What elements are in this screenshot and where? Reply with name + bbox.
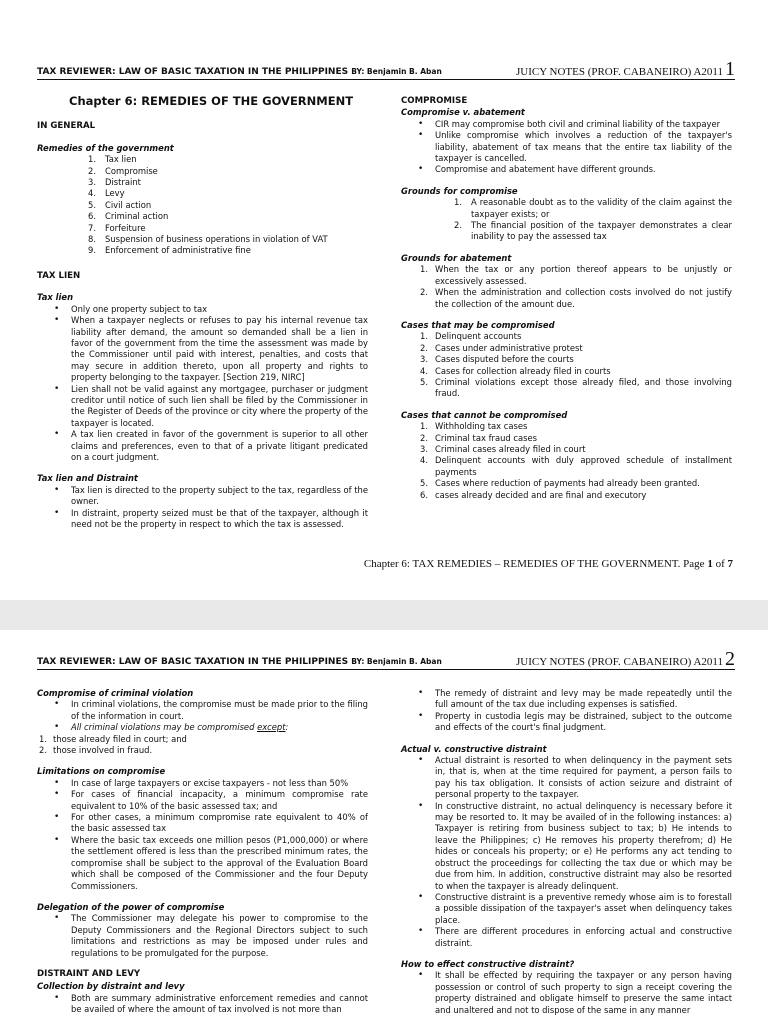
list-number: 3. <box>420 443 428 454</box>
list-item: • Tax lien is directed to the property subject to the tax, regardless of the owner. <box>37 485 368 508</box>
list-item <box>37 177 368 188</box>
subsection-heading: Grounds for compromise <box>401 185 518 196</box>
list-number: 4. <box>420 365 428 376</box>
list-text: cases already decided and are final and executory <box>435 489 647 500</box>
compromise-abatement-list <box>401 119 732 176</box>
distraint-list <box>37 993 368 1016</box>
list-item <box>37 166 368 177</box>
criminal-list <box>37 699 368 733</box>
left-column <box>37 96 368 530</box>
list-number: 4. <box>420 455 428 466</box>
list-number: 2. <box>88 165 96 176</box>
header-page-number: 1 <box>725 58 735 80</box>
list-number: 2. <box>420 432 428 443</box>
actual-constructive-list <box>401 755 732 949</box>
subsection-heading: Actual v. constructive distraint <box>401 743 547 754</box>
left-column <box>37 688 368 1016</box>
subsection-heading: Cases that cannot be compromised <box>401 409 568 420</box>
list-item <box>401 455 732 478</box>
list-item <box>401 490 732 501</box>
may-be-compromised-list <box>401 331 732 399</box>
list-number: 2. <box>454 220 462 231</box>
list-item: • Compromise and abatement have different grounds. <box>401 164 732 175</box>
list-item <box>37 223 368 234</box>
list-item <box>401 197 732 220</box>
list-item <box>37 745 368 756</box>
list-text: Civil action <box>105 199 152 210</box>
list-number: 7. <box>88 222 96 233</box>
right-column <box>401 688 732 1016</box>
list-text: Levy <box>105 188 125 199</box>
list-item: • CIR may compromise both civil and criminal liability of the taxpayer <box>401 119 732 130</box>
page-footer: Chapter 6: TAX REMEDIES – REMEDIES OF THE GOVERNMENT. Page 1 of 7 <box>363 558 733 570</box>
criminal-exceptions-list <box>37 734 368 757</box>
page-header <box>37 58 735 80</box>
list-item: • There are different procedures in enforcing actual and constructive distraint. <box>401 926 732 949</box>
list-item: • When a taxpayer neglects or refuses to pay his internal revenue tax liability after demand, the amount so demanded shall be a lien in favor of the government from the time the assessment was made by the Commissioner until paid with interest, penalties, and costs that may secure in addition thereto, upon all property and rights to property belonging to the taxpayer. [Section 219, NIRC] <box>37 315 368 383</box>
list-item: • In constructive distraint, no actual delinquency is necessary before it may be resorted to. It may be availed of in the following instances: a) Taxpayer is retiring from business subject to tax; b) He intends to leave the Philippines; c) He removes his property therefrom; d) He hides or conceals his property; or e) He performs any act tending to obstruct the proceedings for collecting the tax due or which may be due from him. In addition, constructive distraint may also be resorted to when the taxpayer is already delinquent. <box>401 801 732 892</box>
list-number: 3. <box>88 177 96 188</box>
chapter-title: Chapter 6: REMEDIES OF THE GOVERNMENT <box>69 94 354 108</box>
list-item <box>401 331 732 342</box>
header-title: TAX REVIEWER: LAW OF BASIC TAXATION IN THE PHILIPPINES BY: Benjamin B. Aban <box>37 657 442 667</box>
list-number: 5. <box>88 199 96 210</box>
list-item <box>401 478 732 489</box>
list-item: • In criminal violations, the compromise must be made prior to the filing of the information in court. <box>37 699 368 722</box>
list-text: The financial position of the taxpayer demonstrates a clear inability to pay the assessed tax <box>471 220 732 242</box>
section-heading: DISTRAINT AND LEVY <box>37 968 141 979</box>
section-heading: COMPROMISE <box>401 96 468 106</box>
list-text: Cases for collection already filed in courts <box>435 365 611 376</box>
list-text: Enforcement of administrative fine <box>105 245 251 256</box>
list-item <box>37 200 368 211</box>
list-item: • Property in custodia legis may be distrained, subject to the outcome and effects of the court's final judgment. <box>401 711 732 734</box>
list-item <box>37 245 368 256</box>
list-number: 6. <box>88 211 96 222</box>
list-item: • A tax lien created in favor of the government is superior to all other claims and preferences, even to that of a private litigant predicated on a court judgment. <box>37 429 368 463</box>
section-heading: IN GENERAL <box>37 121 96 132</box>
list-item <box>401 421 732 432</box>
list-item: • The remedy of distraint and levy may be made repeatedly until the full amount of the tax due including expenses is satisfied. <box>401 688 732 711</box>
list-item: • Unlike compromise which involves a reduction of the taxpayer's liability, abatement of tax means that the entire tax liability of the taxpayer is cancelled. <box>401 130 732 164</box>
cannot-be-compromised-list <box>401 421 732 501</box>
list-item <box>37 188 368 199</box>
list-item: • In distraint, property seized must be that of the taxpayer, although it need not be the property in respect to which the tax is assessed. <box>37 508 368 531</box>
list-item <box>37 734 368 745</box>
page-separator <box>0 600 768 630</box>
lien-distraint-list <box>37 485 368 531</box>
remedies-list <box>37 154 368 257</box>
list-text: Forfeiture <box>105 222 146 233</box>
list-item: • It shall be effected by requiring the taxpayer or any person having possession or control of such property to sign a receipt covering the property distrained and obligate himself to preserve the same intact and unaltered and not to dispose of the same in any manner <box>401 970 732 1016</box>
page-header <box>37 648 735 670</box>
header-page-number: 2 <box>725 648 735 670</box>
section-heading: TAX LIEN <box>37 270 81 281</box>
list-item <box>37 234 368 245</box>
list-text: Compromise <box>105 165 158 176</box>
list-item: • For cases of financial incapacity, a minimum compromise rate equivalent to 10% of the basic assessed tax; and <box>37 789 368 812</box>
list-text: Suspension of business operations in violation of VAT <box>105 234 328 245</box>
constructive-procedure-list <box>401 970 732 1016</box>
list-text: Cases where reduction of payments had already been granted. <box>435 478 700 489</box>
header-notes-title: JUICY NOTES (PROF. CABANEIRO) A2011 2 <box>515 648 735 670</box>
list-item: • All criminal violations may be compromised except: <box>37 722 368 733</box>
list-item <box>37 154 368 165</box>
list-text: Criminal cases already filed in court <box>435 443 586 454</box>
list-number: 1. <box>420 421 428 432</box>
list-text: When the tax or any portion thereof appears to be unjustly or excessively assessed. <box>435 264 732 286</box>
delegation-list <box>37 913 368 959</box>
header-notes-title: JUICY NOTES (PROF. CABANEIRO) A2011 1 <box>515 58 735 80</box>
list-text: Withholding tax cases <box>435 421 528 432</box>
list-text: those already filed in court; and <box>53 733 187 744</box>
list-number: 2. <box>420 342 428 353</box>
subsection-heading: Cases that may be compromised <box>401 319 555 330</box>
list-number: 1. <box>420 264 428 275</box>
list-number: 1. <box>420 331 428 342</box>
list-text: those involved in fraud. <box>53 745 153 756</box>
document-page-2 <box>0 630 768 1024</box>
subsection-heading: Limitations on compromise <box>37 766 166 777</box>
list-item <box>401 287 732 310</box>
list-number: 1. <box>39 733 47 744</box>
grounds-compromise-list <box>401 197 732 243</box>
subsection-heading: Compromise of criminal violation <box>37 688 194 698</box>
list-item <box>401 444 732 455</box>
grounds-abatement-list <box>401 264 732 310</box>
list-item: • The Commissioner may delegate his power to compromise to the Deputy Commissioners and the Regional Directors subject to such limitations and restrictions as may be imposed under rules and regulations to be promulgated for the purpose. <box>37 913 368 959</box>
subsection-heading: Compromise v. abatement <box>401 107 525 118</box>
list-text: Distraint <box>105 177 141 188</box>
list-item: • For other cases, a minimum compromise rate equivalent to 40% of the basic assessed tax <box>37 812 368 835</box>
list-item <box>401 264 732 287</box>
list-item <box>401 366 732 377</box>
list-number: 5. <box>420 376 428 387</box>
subsection-heading: Tax lien and Distraint <box>37 473 138 484</box>
right-column <box>401 96 732 501</box>
list-item <box>401 220 732 243</box>
list-item: • In case of large taxpayers or excise taxpayers - not less than 50% <box>37 778 368 789</box>
list-number: 2. <box>420 287 428 298</box>
list-number: 3. <box>420 354 428 365</box>
subsection-heading: Grounds for abatement <box>401 252 512 263</box>
list-text: Delinquent accounts <box>435 331 522 342</box>
list-text: Criminal violations except those already filed, and those involving fraud. <box>435 376 732 399</box>
list-text: When the administration and collection costs involved do not justify the collection of the amount due. <box>435 287 732 309</box>
list-item: • Both are summary administrative enforcement remedies and cannot be availed of where the amount of tax involved is not more than <box>37 993 368 1016</box>
list-text: A reasonable doubt as to the validity of the claim against the taxpayer exists; or <box>471 197 732 219</box>
subsection-heading: Collection by distraint and levy <box>37 981 185 992</box>
list-number: 5. <box>420 478 428 489</box>
list-number: 4. <box>88 188 96 199</box>
list-number: 1. <box>88 154 96 165</box>
subsection-heading: Tax lien <box>37 292 74 303</box>
list-text: Cases under administrative protest <box>435 342 583 353</box>
tax-lien-list <box>37 304 368 464</box>
header-title: TAX REVIEWER: LAW OF BASIC TAXATION IN THE PHILIPPINES BY: Benjamin B. Aban <box>37 67 442 77</box>
distraint-remedy-list <box>401 688 732 734</box>
list-item <box>401 377 732 400</box>
list-item <box>401 343 732 354</box>
list-text: Delinquent accounts with duly approved schedule of installment payments <box>435 455 732 477</box>
list-item: • Lien shall not be valid against any mortgagee, purchaser or judgment creditor until notice of such lien shall be filed by the Commissioner in the Register of Deeds of the province or city where the property of the taxpayer is located. <box>37 384 368 430</box>
list-item: • Constructive distraint is a preventive remedy whose aim is to forestall a possible dissipation of the taxpayer's asset when delinquency takes place. <box>401 892 732 926</box>
list-number: 6. <box>420 489 428 500</box>
list-number: 1. <box>454 197 462 208</box>
list-item: • Only one property subject to tax <box>37 304 368 315</box>
list-item: • Actual distraint is resorted to when delinquency in the payment sets in, that is, when at the time required for payment, a person fails to pay his tax obligation. It consists of action seizure and distraint of personal property to the taxpayer. <box>401 755 732 801</box>
subsection-heading: Delegation of the power of compromise <box>37 901 225 912</box>
list-text: Cases disputed before the courts <box>435 354 574 365</box>
list-item: • Where the basic tax exceeds one million pesos (P1,000,000) or where the settlement offered is less than the prescribed minimum rates, the compromise shall be subject to the approval of the Evaluation Board which shall be composed of the Commissioner and the four Deputy Commissioners. <box>37 835 368 892</box>
limitations-list <box>37 778 368 892</box>
list-text: Tax lien <box>105 154 137 165</box>
subsection-heading: How to effect constructive distraint? <box>401 958 575 969</box>
list-item <box>37 211 368 222</box>
list-text: Criminal action <box>105 211 169 222</box>
list-number: 9. <box>88 245 96 256</box>
list-item <box>401 354 732 365</box>
list-number: 2. <box>39 745 47 756</box>
list-text: Criminal tax fraud cases <box>435 432 537 443</box>
list-item <box>401 433 732 444</box>
list-number: 8. <box>88 234 96 245</box>
subsection-heading: Remedies of the government <box>37 142 174 153</box>
